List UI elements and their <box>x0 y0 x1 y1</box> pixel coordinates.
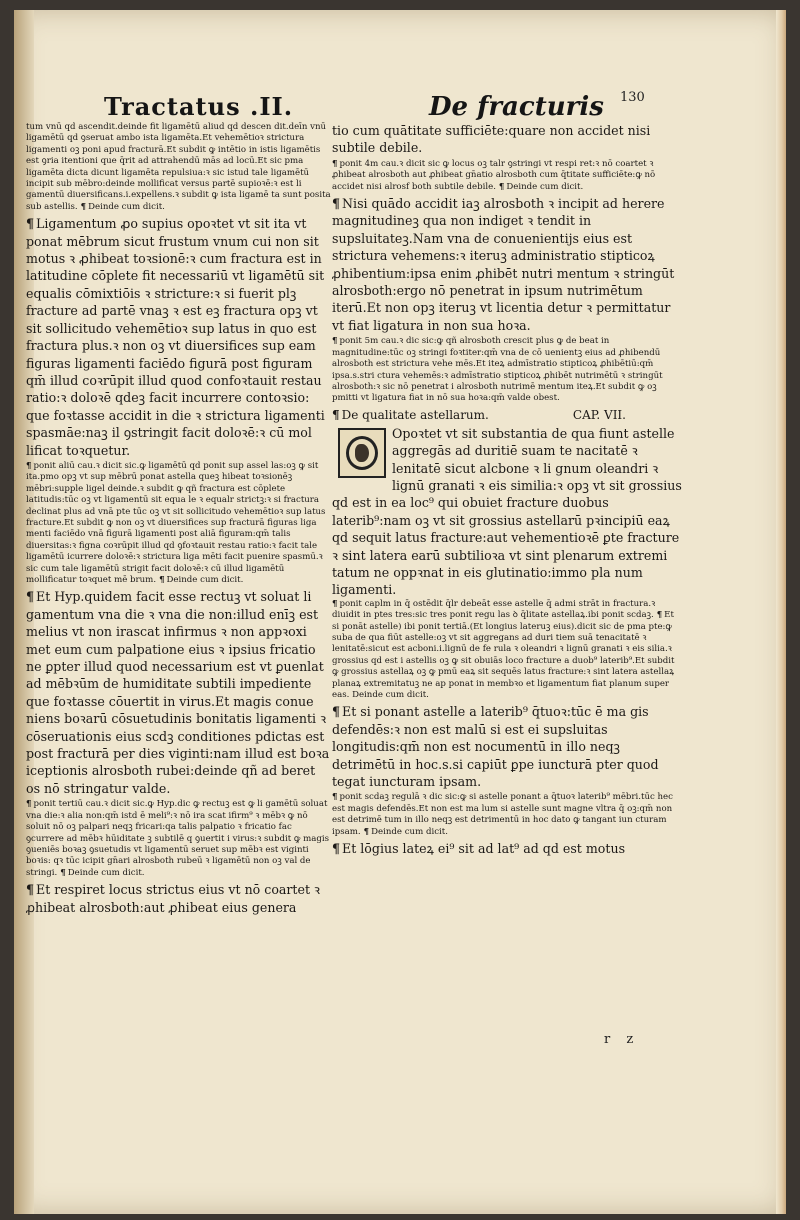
text-paragraph <box>26 588 332 797</box>
paragraph-text: Ligamentum ꝓo supius opoꝛtet vt sit ita vt ponat mēbrum sicut frustum vnum cui non sit motus ꝛ ꝓhibeat toꝛsionē:ꝛ cum fractura est in latitudine cōplete fit necessariū vt ligamētū sit equalis cōmixtiōis ꝛ stricture:ꝛ si fuerit plꝫ fracture ad partē vnaꝫ ꝛ est eꝫ fractura opꝫ vt sit sollicitudo vehemētioꝛ sup latus in quo est fractura plus.ꝛ non oꝫ vt diuersifices sup eam figuras ligamenti faciēdo figurā post figuram qm̄ illud coꝛrūpit illud quod confoꝛtauit restau ratio:ꝛ doloꝛē qdeꝫ facit incurrere contoꝛsio: que foꝛtasse accidit in die ꝛ strictura ligamenti spasmāe:naꝫ il ꝯstringit facit doloꝛē:ꝛ cū mol lificat toꝛquetur. <box>26 216 325 458</box>
text-paragraph <box>26 881 332 916</box>
pilcrow-icon: ¶ <box>156 575 165 585</box>
decorated-initial-o-icon <box>338 428 386 478</box>
page-edge <box>776 10 786 1214</box>
commentary-paragraph <box>332 336 682 404</box>
paragraph-text: tum vnū qd ascendit.deinde fit ligamētū aliud qd descen dit.deīn vnū ligamētū qd ꝯseruat ambo ista ligamēta.Et vehemētioꝛ strictura ligamenti oꝫ poni apud fracturā.Et subdit ꝙ intētio in istis ligamētis est ꝯria itentioni que q̄rit ad attrahendū mās ad locū.Et sic pma ligamēta dicta dicunt ligamēta repulsiua:ꝛ sic istud tale ligamētū incipit sub mēbro:deinde mollificat versus partē supioꝛē:ꝛ est li gamentū diuersificans.i.expellens.ꝛ subdit ꝙ ista ligamē ta sunt posita sub astellis. <box>26 122 331 212</box>
paragraph-tail: Deinde cum dicit. <box>88 201 165 212</box>
paragraph-text: Et si ponant astelle a laterib⁹ q̄tuoꝛ:tūc ē ma gis defendēs:ꝛ non est malū si est ei supsluitas longitudis:qm̄ non est nocumentū in illo neqꝫ detrimētū in hoc.s.si capiūt ꝑpe iuncturā pter quod tegat iuncturam ipsam. <box>332 704 659 790</box>
paragraph-tail: Et si ponāt astelle) ibi ponit tertiā.(Et longius lateruꝫ eius).dicit sic de pma pte:ꝙ suba de qua fiūt astelle:oꝫ vt sit aggregans ad duri tiem suā tenacitatē ꝛ lenitatē:sicut est acboni.i.lignū de fe rula ꝛ oleandri ꝛ lignū granati ꝛ eis silia.ꝛ grossius qd est i astellis oꝫ ꝙ sit obuiās loco fracture a duob⁹ laterib⁹.Et subdit ꝙ grossius astellaꝝ oꝫ ꝙ pmū eaꝝ sit sequēs latus fracture:ꝛ sint latera astellaꝝ planaꝝ extremitatuꝫ ne ap ponat in membꝛo et ligamentum fiat planum super eas. Deinde cum dicit. <box>332 610 675 701</box>
paragraph-text: tio cum quātitate sufficiēte:quare non accidet nisi subtile debile. <box>332 123 651 156</box>
pilcrow-icon: ¶ <box>57 867 66 878</box>
signature-mark: r z <box>604 1032 640 1047</box>
pilcrow-icon: ¶ <box>653 610 663 621</box>
text-paragraph <box>332 703 682 790</box>
paragraph-text: ponit tertiū cau.ꝛ dicit sic.ꝙ Hyp.dic ꝙ rectuꝫ est ꝙ li gamētū soluat vna die:ꝛ alia non:qm̄ istd ē meli⁹:ꝛ nō ira scat ifirm⁹ ꝛ mēbꝛ ꝙ nō soluit nō oꝫ palpari neqꝫ fricari:qa talis palpatio ꝛ fricatio fac ꝯcurrere ad mēbꝛ hūiditate ꝫ subtilē q ꝯuertit i virus:ꝛ subdit ꝙ magis ꝯueniēs boꝛaꝫ ꝯsuetudis vt ligamentū seruet sup mēbꝛ est viginti boꝛis: qꝛ tūc icipit gn̄ari alrosboth rubeū ꝛ ligamētū non oꝫ val de stringi. <box>26 799 329 878</box>
pilcrow-icon: ¶ <box>332 158 338 169</box>
pilcrow-icon: ¶ <box>26 882 35 898</box>
paragraph-tail: Deinde cum dicit. <box>166 575 244 585</box>
chapter-heading <box>332 407 682 423</box>
folio-number: 130 <box>620 90 645 105</box>
commentary-paragraph <box>26 122 332 213</box>
pilcrow-icon: ¶ <box>26 460 32 471</box>
pilcrow-icon: ¶ <box>26 799 32 810</box>
pilcrow-icon: ¶ <box>332 336 338 347</box>
paragraph-tail: Deinde cum dicit. <box>506 181 584 192</box>
pilcrow-icon: ¶ <box>332 704 341 720</box>
pilcrow-icon: ¶ <box>332 196 341 212</box>
paragraph-text: Et Hyp.quidem facit esse rectuꝫ vt soluat li gamentum vna die ꝛ vna die non:illud enīꝫ est melius vt non irascat infirmus ꝛ non appꝛoxi met eum cum palpatione eius ꝛ ipsius fricatio ne ꝑpter illud quod necessarium est vt ꝑuenlat ad mēbꝛūm de humiditate subtili impediente que foꝛtasse cōuertit in virus.Et magis conue niens boꝛarū cōsuetudinis bonitatis ligamenti ꝛ cōseruationis eius scdꝫ conditiones pdictas est post fracturā per dies viginti:nam illud est boꝛa iceptionis alrosboth rubei:deinde qñ ad beret os nō stringatur valde. <box>26 589 330 796</box>
chapter-opening-text: Opoꝛtet vt sit substantia de qua fiunt astelle aggregās ad duritiē suam te nacitatē ꝛ lenitatē sicut alcbone ꝛ li gnum oleandri ꝛ lignū granati ꝛ eis similia:ꝛ opꝫ vt sit grossius qd est in ea loc⁹ qui obuiet fracture duobus laterib⁹:nam oꝫ vt sit grossius astellarū pꝛincipiū eaꝝ qd sequit latus fracture:aut vehementioꝛē ꝑte fracture ꝛ sint latera earū subtilioꝛa vt sint plenarum extremi tatum ne oppꝛnat in eis glutinatio:immo pla num ligamenti. <box>332 425 682 598</box>
pilcrow-icon: ¶ <box>26 589 35 605</box>
pilcrow-icon: ¶ <box>332 598 338 609</box>
commentary-paragraph <box>332 159 682 193</box>
pilcrow-icon: ¶ <box>77 201 87 212</box>
right-column <box>332 122 682 860</box>
right-column-bottom <box>332 599 682 858</box>
commentary-paragraph <box>26 461 332 586</box>
pilcrow-icon: ¶ <box>332 841 341 857</box>
chapter-title: De qualitate astellarum. <box>341 407 489 422</box>
pilcrow-icon: ¶ <box>332 407 340 422</box>
paragraph-text: ponit 4m cau.ꝛ dicit sic ꝙ locus oꝫ talr ꝯstringi vt respi ret:ꝛ nō coartet ꝛ ꝓhibeat alrosboth aut ꝓhibeat gn̄atio alrosboth cum q̄titate sufficiēte:ꝙ nō accidet nisi alrosf both subtile debile. <box>332 158 656 192</box>
book-page <box>14 10 786 1214</box>
paragraph-text: Et lōgius lateꝝ ei⁹ sit ad lat⁹ ad qd est motus <box>342 841 626 857</box>
paragraph-text: Nisi quādo accidit iaꝫ alrosboth ꝛ incipit ad herere magnitudineꝫ qua non indiget ꝛ tendit in supsluitateꝫ.Nam vna de conuenientijs eius est strictura vehemens:ꝛ iteruꝫ administratio stipticoꝝ ꝓhibentium:ipsa enim ꝓhibēt nutri mentum ꝛ stringūt alrosboth:ergo nō penetrat in ipsum nutrimētum iterū.Et non opꝫ iteruꝫ vt licentia detur ꝛ permittatur vt fiat ligatura in non sua hoꝛa. <box>332 196 675 333</box>
pilcrow-icon: ¶ <box>26 216 35 232</box>
running-head-right: De fracturis <box>429 92 604 122</box>
text-paragraph <box>332 840 682 857</box>
commentary-paragraph <box>26 799 332 879</box>
paragraph-text: ponit aliū cau.ꝛ dicit sic.ꝙ ligamētū qd ponit sup assel las:oꝫ ꝙ sit ita.pmo opꝫ vt sup mēbrū ponat astella queꝫ hibeat toꝛsionēꝫ mēbri:supple ligel deinde.ꝛ subdit ꝙ qñ fractura est cōplete latitudis:tūc oꝫ vt ligamentū sit equa le ꝛ equalr strictꝫ:ꝛ si fractura declinat plus ad vnā pte tūc oꝫ vt sit sollicitudo vehemētioꝛ sup latus fracture.Et subdit ꝙ non oꝫ vt diuersifices sup fracturā figuras liga menti faciēdo vnā figurā ligamenti post aliā figuram:qm̄ talis diuersitas:ꝛ figna coꝛrūpit illud qd ꝯfoꝛtauit restau ratio:ꝛ facit tale ligamētū icurrere doloꝛē:ꝛ strictura liga mēti facit puenire spasmū.ꝛ sic cum tale ligamētū strigit facit doloꝛē:ꝛ cū illud ligamētū mollificatur toꝛquet mē brum. <box>26 460 326 585</box>
paragraph-text: ponit 5m cau.ꝛ dic sic:ꝙ qñ alrosboth crescit plus ꝙ de beat in magnitudine:tūc oꝫ stringi foꝛtiter:qm̄ vna de cō uenientꝫ eius ad ꝓhibendū alrosboth est strictura vehe mēs.Et iteꝝ admīstratio stipticoꝝ ꝓhibētiū:qm̄ ipsa.s.stri ctura vehemēs:ꝛ admīstratio stipticoꝝ ꝓhibēt nutrimētū ꝛ stringūt alrosboth:ꝛ sic nō penetrat i alrosboth nutrimē mentum iteꝝ.Et subdit ꝙ oꝫ pmitti vt ligatura fiat in nō sua hoꝛa:qm̄ valde obest. <box>332 336 663 404</box>
chapter-opening <box>332 425 682 599</box>
text-paragraph <box>26 215 332 459</box>
right-column-top <box>332 122 682 423</box>
chapter-number: CAP. VII. <box>572 407 626 422</box>
pilcrow-icon: ¶ <box>332 792 338 803</box>
commentary-paragraph <box>332 792 682 838</box>
paragraph-tail: Deinde cum dicit. <box>67 867 145 878</box>
paragraph-text: Et respiret locus strictus eius vt nō coartet ꝛ ꝓhibeat alrosboth:aut ꝓhibeat eius genera <box>26 882 320 915</box>
pilcrow-icon: ¶ <box>495 181 505 192</box>
commentary-paragraph <box>332 599 682 702</box>
left-column <box>26 122 332 918</box>
paragraph-tail: Deinde cum dicit. <box>371 826 448 837</box>
pilcrow-icon: ¶ <box>360 826 370 837</box>
paragraph-text: ponit caplm in q̄ ostēdit q̄lr debeāt esse astelle q̄ admi strāt in fractura.ꝛ diuidit in ptes tres:sic tres ponit regu las ꝺ q̄litate astellaꝝ.ibi ponit scdaꝫ. <box>332 598 656 621</box>
running-head-left: Tractatus .II. <box>104 92 294 121</box>
text-paragraph <box>332 195 682 334</box>
text-paragraph <box>332 122 682 157</box>
paragraph-text: ponit scdaꝫ regulā ꝛ dic sic:ꝙ si astelle ponant a q̄tuoꝛ laterib⁹ mēbri.tūc hec est magis defendēs.Et non est ma lum si astelle sunt magne vltra q̄ oꝫ:qm̄ non est detrimē tum in illo neqꝫ est detrimentū in hoc dato ꝙ tangant iun cturam ipsam. <box>332 792 673 837</box>
